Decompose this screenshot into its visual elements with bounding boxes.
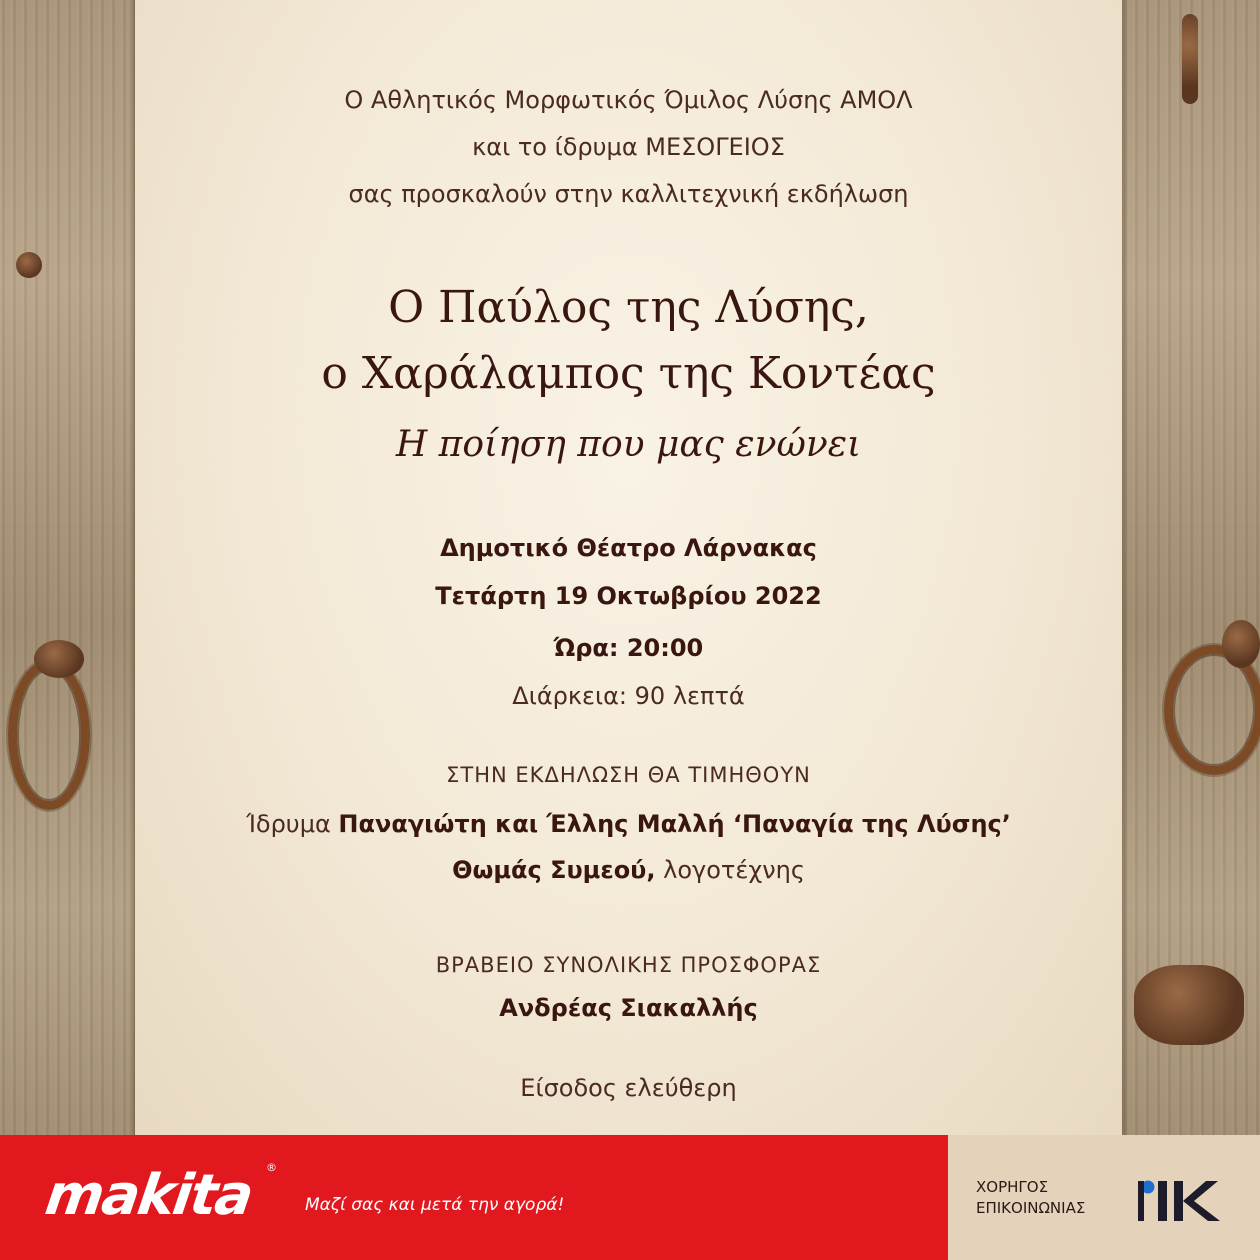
honoree-writer bbox=[135, 856, 1122, 884]
honoree-writer-name: Θωμάς Συμεού, bbox=[452, 856, 656, 884]
award-heading: ΒΡΑΒΕΙΟ ΣΥΝΟΛΙΚΗΣ ΠΡΟΣΦΟΡΑΣ bbox=[435, 953, 822, 977]
media-sponsor-label-line2: ΕΠΙΚΟΙΝΩΝΙΑΣ bbox=[976, 1199, 1086, 1217]
award-recipient: Ανδρέας Σιακαλλής bbox=[499, 994, 758, 1022]
entry-free: Είσοδος ελεύθερη bbox=[520, 1074, 737, 1102]
honoree-foundation-prefix: Ίδρυμα bbox=[246, 810, 339, 838]
door-ring-icon bbox=[8, 660, 90, 810]
event-time: Ώρα: 20:00 bbox=[553, 634, 704, 662]
ring-mount-icon bbox=[34, 640, 84, 678]
event-title-line1: Ο Παύλος της Λύσης, bbox=[388, 282, 869, 333]
event-duration: Διάρκεια: 90 λεπτά bbox=[512, 682, 745, 710]
rik-logo-icon bbox=[1136, 1175, 1226, 1225]
honoree-foundation bbox=[135, 810, 1122, 838]
event-title-line2: ο Χαράλαμπος της Κοντέας bbox=[321, 348, 936, 399]
wooden-frame-left bbox=[0, 0, 135, 1135]
media-sponsor-label bbox=[976, 1177, 1085, 1219]
hinge-icon bbox=[1134, 965, 1244, 1045]
event-venue: Δημοτικό Θέατρο Λάρνακας bbox=[440, 534, 817, 562]
honorees-heading: ΣΤΗΝ ΕΚΔΗΛΩΣΗ ΘΑ ΤΙΜΗΘΟΥΝ bbox=[446, 763, 811, 787]
honoree-writer-role: λογοτέχνης bbox=[655, 856, 805, 884]
makita-logo: makita bbox=[41, 1163, 256, 1228]
honoree-foundation-name: Παναγιώτη και Έλλης Μαλλή ‘Παναγία της Λύσης’ bbox=[338, 810, 1011, 838]
wooden-frame-right bbox=[1122, 0, 1260, 1135]
media-sponsor-label-line1: ΧΟΡΗΓΟΣ bbox=[976, 1178, 1049, 1196]
intro-line-organizer: Ο Αθλητικός Μορφωτικός Όμιλος Λύσης ΑΜΟΛ bbox=[344, 86, 913, 114]
invitation-panel bbox=[135, 0, 1122, 1135]
intro-line-foundation: και το ίδρυμα ΜΕΣΟΓΕΙΟΣ bbox=[472, 133, 785, 161]
intro-line-invite: σας προσκαλούν στην καλλιτεχνική εκδήλωση bbox=[348, 180, 909, 208]
ring-mount-icon bbox=[1222, 620, 1260, 668]
registered-mark: ® bbox=[266, 1161, 277, 1174]
sponsor-slogan: Μαζί σας και μετά την αγορά! bbox=[305, 1195, 565, 1215]
event-date: Τετάρτη 19 Οκτωβρίου 2022 bbox=[435, 582, 822, 610]
nail-icon bbox=[1182, 14, 1198, 104]
bolt-icon bbox=[16, 252, 42, 278]
event-subtitle: Η ποίηση που μας ενώνει bbox=[395, 424, 862, 465]
